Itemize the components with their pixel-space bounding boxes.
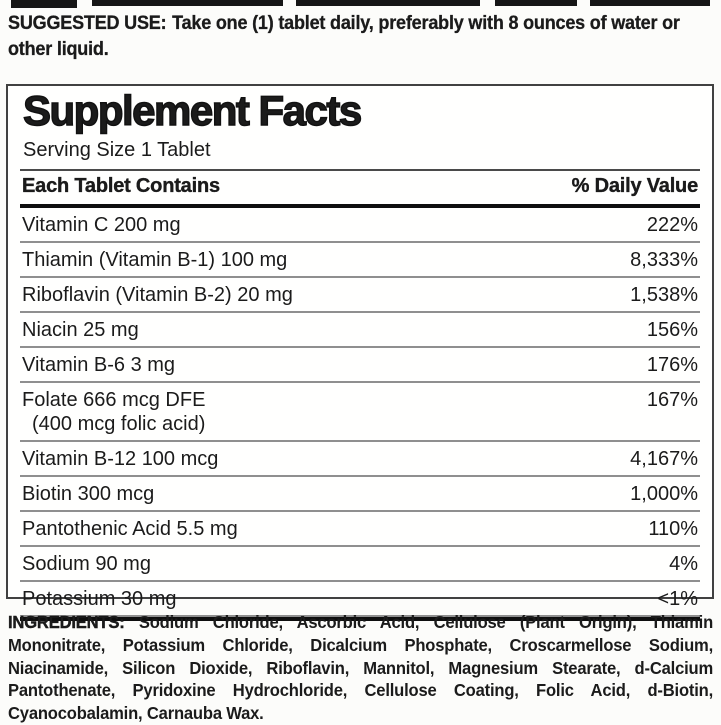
nutrient-name: Vitamin C 200 mg bbox=[22, 214, 181, 237]
nutrient-daily-value: 4,167% bbox=[630, 448, 698, 471]
nutrient-daily-value: 167% bbox=[646, 389, 698, 412]
nutrient-name-line1: Folate 666 mcg DFE bbox=[22, 389, 206, 412]
cropped-text-segment bbox=[495, 0, 577, 6]
nutrient-daily-value: 156% bbox=[646, 319, 698, 342]
nutrient-daily-value: 1,538% bbox=[630, 284, 698, 307]
nutrient-row-sodium bbox=[20, 547, 700, 582]
supplement-facts-panel bbox=[6, 84, 714, 611]
nutrient-name bbox=[22, 388, 205, 436]
nutrient-row-folate bbox=[20, 383, 700, 442]
nutrient-name: Potassium 30 mg bbox=[22, 588, 177, 611]
cropped-text-segment bbox=[11, 0, 77, 8]
ingredients-label: INGREDIENTS: bbox=[8, 612, 125, 632]
nutrient-daily-value: <1% bbox=[657, 588, 698, 611]
nutrient-row-vitamin-b6 bbox=[20, 348, 700, 383]
column-header-contains: Each Tablet Contains bbox=[22, 175, 220, 198]
nutrient-daily-value: 8,333% bbox=[630, 249, 698, 272]
nutrient-row-vitamin-b12 bbox=[20, 442, 700, 477]
cropped-text-segment bbox=[590, 0, 710, 6]
table-header-row bbox=[20, 171, 700, 204]
nutrient-row-thiamin bbox=[20, 243, 700, 278]
panel-title: Supplement Facts bbox=[23, 87, 361, 134]
nutrient-name: Thiamin (Vitamin B-1) 100 mg bbox=[22, 249, 288, 272]
nutrient-daily-value: 110% bbox=[648, 518, 698, 541]
serving-size: Serving Size 1 Tablet bbox=[23, 139, 211, 162]
nutrient-row-niacin bbox=[20, 313, 700, 348]
nutrient-daily-value: 1,000% bbox=[630, 483, 698, 506]
nutrient-daily-value: 4% bbox=[669, 553, 698, 576]
nutrient-name: Vitamin B-12 100 mcg bbox=[22, 448, 219, 471]
nutrient-daily-value: 222% bbox=[646, 214, 698, 237]
nutrient-daily-value: 176% bbox=[646, 354, 698, 377]
suggested-use-label: SUGGESTED USE: bbox=[8, 13, 167, 34]
nutrient-name: Biotin 300 mcg bbox=[22, 483, 155, 506]
nutrient-row-vitamin-c bbox=[20, 208, 700, 243]
nutrient-name: Niacin 25 mg bbox=[22, 319, 139, 342]
nutrient-name: Vitamin B-6 3 mg bbox=[22, 354, 176, 377]
nutrient-name: Pantothenic Acid 5.5 mg bbox=[22, 518, 238, 541]
cropped-text-segment bbox=[92, 0, 283, 6]
nutrient-row-biotin bbox=[20, 477, 700, 512]
nutrient-name-line2: (400 mcg folic acid) bbox=[32, 413, 206, 436]
column-header-daily-value: % Daily Value bbox=[571, 175, 698, 198]
nutrient-name: Sodium 90 mg bbox=[22, 553, 151, 576]
suggested-use-paragraph bbox=[8, 11, 721, 63]
ingredients-paragraph bbox=[8, 611, 721, 725]
nutrient-row-pantothenic-acid bbox=[20, 512, 700, 547]
suggested-use-text: Take one (1) tablet daily, preferably with 8 ounces of water or other liquid. bbox=[8, 13, 680, 61]
nutrient-row-riboflavin bbox=[20, 278, 700, 313]
nutrient-name: Riboflavin (Vitamin B-2) 20 mg bbox=[22, 284, 293, 307]
cropped-text-segment bbox=[296, 0, 480, 6]
ingredients-text: Sodium Chloride, Ascorbic Acid, Cellulose (Plant Origin), Thiamin Mononitrate, Potassium Chloride, Dicalcium Phosphate, Croscarmellose Sodium, Niacinamide, Silicon Dioxide, Riboflavin, Mannitol, Magnesium Stearate, d-Calcium Pantothenate, Pyridoxine Hydrochloride, Cellulose Coating, Folic Acid, d-Biotin, Cyanocobalamin, Carnauba Wax. bbox=[8, 612, 714, 723]
